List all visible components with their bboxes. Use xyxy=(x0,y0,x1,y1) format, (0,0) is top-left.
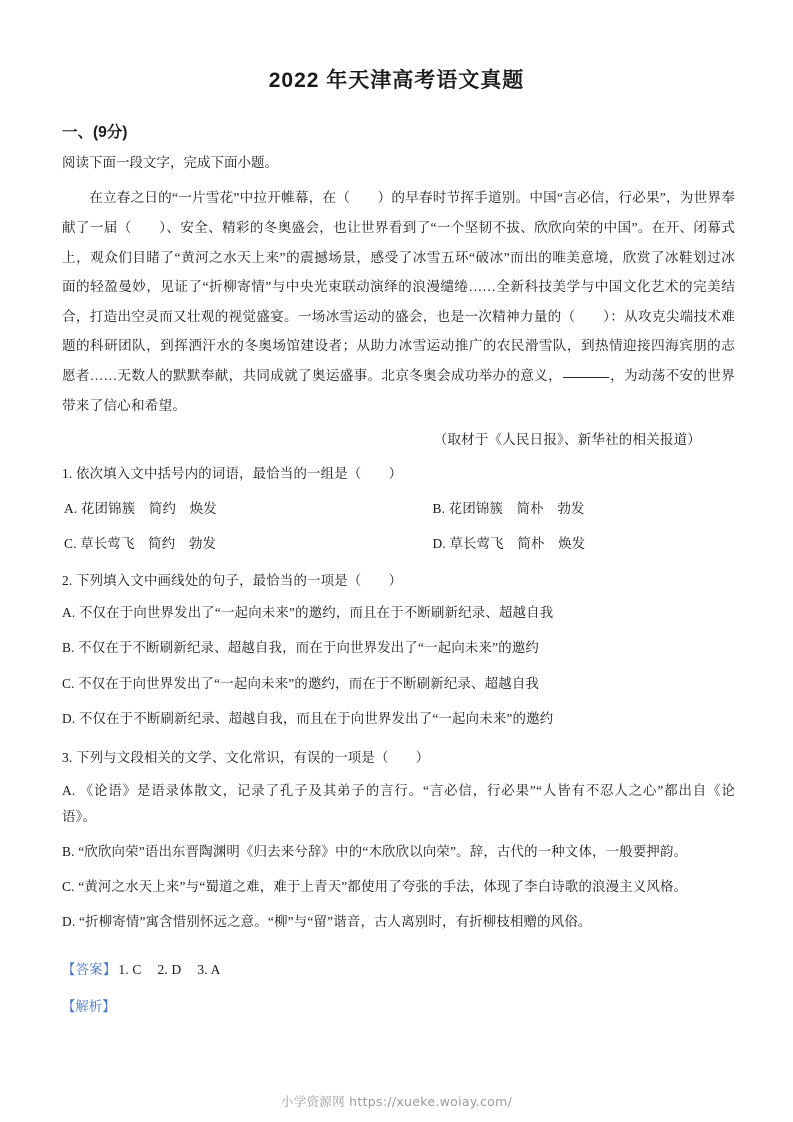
analysis-tag: 【解析】 xyxy=(62,998,116,1014)
question-2-stem: 2. 下列填入文中画线处的句子，最恰当的一项是（ ） xyxy=(62,572,403,588)
answer-item-1: 1. C xyxy=(118,962,142,978)
question-1-option-b[interactable]: B. 花团锦簇 简朴 勃发 xyxy=(432,501,585,517)
question-1-option-a[interactable]: A. 花团锦簇 简约 焕发 xyxy=(64,501,217,517)
question-1-options xyxy=(62,485,735,555)
reading-passage xyxy=(0,183,793,420)
question-3-option-d[interactable]: D. “折柳寄情”寓含惜别怀远之意。“柳”与“留”谐音，古人离别时，有折柳枝相赠的风俗。 xyxy=(62,914,592,930)
question-3-option-a[interactable]: A. 《论语》是语录体散文，记录了孔子及其弟子的言行。“言必信，行必果”“人皆有不忍人之心”都出自《论语》。 xyxy=(62,782,735,824)
answer-row xyxy=(62,959,735,980)
question-1-stem: 1. 依次填入文中括号内的词语，最恰当的一组是（ ） xyxy=(62,466,403,482)
section-heading: 一、(9分) xyxy=(62,124,128,141)
question-2 xyxy=(0,571,793,732)
passage-part-two: ，为动荡不安的世界带来了信心和希望。 xyxy=(62,368,735,413)
answer-tag: 【答案】 xyxy=(62,962,117,978)
question-3-option-c[interactable]: C. “黄河之水天上来”与“蜀道之难，难于上青天”都使用了夸张的手法，体现了李白诗歌的浪漫主义风格。 xyxy=(62,879,688,895)
question-3-stem: 3. 下列与文段相关的文学、文化常识，有误的一项是（ ） xyxy=(62,749,430,765)
answer-item-2: 2. D xyxy=(157,962,182,978)
question-1-option-d[interactable]: D. 草长莺飞 简朴 焕发 xyxy=(432,535,586,551)
question-2-option-b[interactable]: B. 不仅在于不断刷新纪录、超越自我，而在于向世界发出了“一起向未来”的邀约 xyxy=(62,640,540,656)
question-2-option-d[interactable]: D. 不仅在于不断刷新纪录、超越自我，而且在于向世界发出了“一起向未来”的邀约 xyxy=(62,710,554,726)
question-1 xyxy=(0,464,793,554)
page-title: 2022 年天津高考语文真题 xyxy=(268,69,525,92)
analysis-row xyxy=(62,996,735,1017)
watermark: 小学资源网 https://xueke.woiay.com/ xyxy=(280,1094,513,1109)
source-attribution: （取材于《人民日报》、新华社的相关报道） xyxy=(433,432,701,448)
passage-part-one: 在立春之日的“一片雪花”中拉开帷幕，在（ ）的早春时节挥手道别。中国“言必信，行必果”，为世界奉献了一届（ ）、安全、精彩的冬奥盛会，也让世界看到了“一个坚韧不拔、欣欣向荣的中国”。在开、闭幕式上，观众们目睹了“黄河之水天上来”的震撼场景，感受了冰雪五环“破冰”而出的唯美意境，欣赏了冰鞋划过冰面的轻盈曼妙，见证了“折柳寄情”与中央光束联动演绎的浪漫缱绻……全新科技美学与中国文化艺术的完美结合，打造出空灵而又壮观的视觉盛宴。一场冰雪运动的盛会，也是一次精神力量的（ ）：从攻克尖端技术难题的科研团队，到挥洒汗水的冬奥场馆建设者；从助力冰雪运动推广的农民滑雪队，到热情迎接四海宾朋的志愿者……无数人的默默奉献，共同成就了奥运盛事。北京冬奥会成功举办的意义， xyxy=(62,190,735,383)
fill-in-blank-underline xyxy=(563,377,609,378)
question-3-option-b[interactable]: B. “欣欣向荣”语出东晋陶渊明《归去来兮辞》中的“木欣欣以向荣”。辞，古代的一种文体，一般要押韵。 xyxy=(62,843,688,859)
question-3 xyxy=(0,748,793,935)
instruction-text: 阅读下面一段文字，完成下面小题。 xyxy=(62,155,278,170)
question-2-option-a[interactable]: A. 不仅在于向世界发出了“一起向未来”的邀约，而且在于不断刷新纪录、超越自我 xyxy=(62,605,554,621)
question-2-option-c[interactable]: C. 不仅在于向世界发出了“一起向未来”的邀约，而在于不断刷新纪录、超越自我 xyxy=(62,675,540,691)
question-1-option-c[interactable]: C. 草长莺飞 简约 勃发 xyxy=(64,535,217,551)
answer-list xyxy=(116,962,220,977)
answer-item-3: 3. A xyxy=(197,962,221,978)
answer-section xyxy=(0,959,793,1017)
